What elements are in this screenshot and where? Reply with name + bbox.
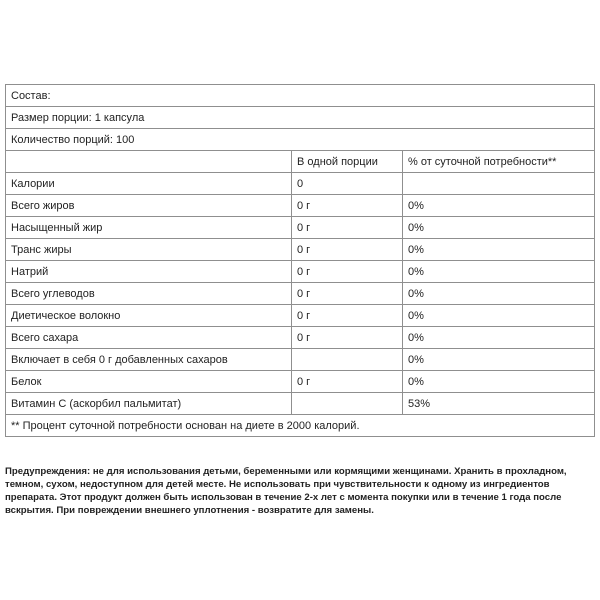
table-row bbox=[6, 239, 595, 261]
table-row bbox=[6, 393, 595, 415]
nutrient-daily-value: 0% bbox=[403, 327, 595, 349]
nutrient-amount: 0 г bbox=[292, 261, 403, 283]
serving-size-row bbox=[6, 107, 595, 129]
nutrient-daily-value: 0% bbox=[403, 283, 595, 305]
nutrient-daily-value: 0% bbox=[403, 239, 595, 261]
nutrient-name: Всего углеводов bbox=[6, 283, 292, 305]
nutrient-amount: 0 г bbox=[292, 195, 403, 217]
nutrient-amount: 0 г bbox=[292, 305, 403, 327]
table-row bbox=[6, 195, 595, 217]
table-row bbox=[6, 371, 595, 393]
serving-size-label: Размер порции: 1 капсула bbox=[6, 107, 595, 129]
table-row bbox=[6, 305, 595, 327]
servings-count-row bbox=[6, 129, 595, 151]
nutrient-name: Транс жиры bbox=[6, 239, 292, 261]
warning-text: Предупреждения: не для использования детьми, беременными или кормящими женщинами. Хранить в прохладном, темном, сухом, недоступном для детей месте. Не использовать при чувствительности к одному из ингредиентов препарата. Этот продукт должен быть использован в течение 2-х лет с момента покупки или в течение 1 года после вскрытия. При повреждении внешнего уплотнения - возвратите для замены. bbox=[5, 466, 567, 516]
column-header-row bbox=[6, 151, 595, 173]
nutrient-amount bbox=[292, 393, 403, 415]
nutrient-amount: 0 г bbox=[292, 239, 403, 261]
nutrient-name: Витамин С (аскорбил пальмитат) bbox=[6, 393, 292, 415]
nutrient-amount: 0 г bbox=[292, 327, 403, 349]
footnote-row bbox=[6, 415, 595, 437]
nutrient-daily-value: 0% bbox=[403, 261, 595, 283]
nutrient-daily-value bbox=[403, 173, 595, 195]
nutrient-name: Всего сахара bbox=[6, 327, 292, 349]
nutrient-amount: 0 г bbox=[292, 371, 403, 393]
nutrient-daily-value: 53% bbox=[403, 393, 595, 415]
composition-label: Состав: bbox=[6, 85, 595, 107]
nutrient-amount: 0 г bbox=[292, 283, 403, 305]
nutrient-daily-value: 0% bbox=[403, 305, 595, 327]
footnote-text: ** Процент суточной потребности основан на диете в 2000 калорий. bbox=[6, 415, 595, 437]
table-row bbox=[6, 173, 595, 195]
nutrient-name: Белок bbox=[6, 371, 292, 393]
nutrient-name: Натрий bbox=[6, 261, 292, 283]
servings-count-label: Количество порций: 100 bbox=[6, 129, 595, 151]
supplement-facts-table bbox=[5, 84, 595, 437]
nutrient-amount: 0 г bbox=[292, 217, 403, 239]
table-row bbox=[6, 349, 595, 371]
nutrient-amount bbox=[292, 349, 403, 371]
nutrient-amount: 0 bbox=[292, 173, 403, 195]
nutrient-daily-value: 0% bbox=[403, 217, 595, 239]
table-row bbox=[6, 327, 595, 349]
column-header-daily-value: % от суточной потребности** bbox=[403, 151, 595, 173]
nutrient-daily-value: 0% bbox=[403, 195, 595, 217]
nutrient-daily-value: 0% bbox=[403, 371, 595, 393]
column-header-per-serving: В одной порции bbox=[292, 151, 403, 173]
nutrient-name: Насыщенный жир bbox=[6, 217, 292, 239]
table-row bbox=[6, 217, 595, 239]
table-row bbox=[6, 261, 595, 283]
table-row bbox=[6, 283, 595, 305]
nutrient-name: Калории bbox=[6, 173, 292, 195]
composition-row bbox=[6, 85, 595, 107]
column-header-empty bbox=[6, 151, 292, 173]
nutrient-name: Всего жиров bbox=[6, 195, 292, 217]
nutrient-daily-value: 0% bbox=[403, 349, 595, 371]
nutrient-name: Диетическое волокно bbox=[6, 305, 292, 327]
nutrient-name: Включает в себя 0 г добавленных сахаров bbox=[6, 349, 292, 371]
